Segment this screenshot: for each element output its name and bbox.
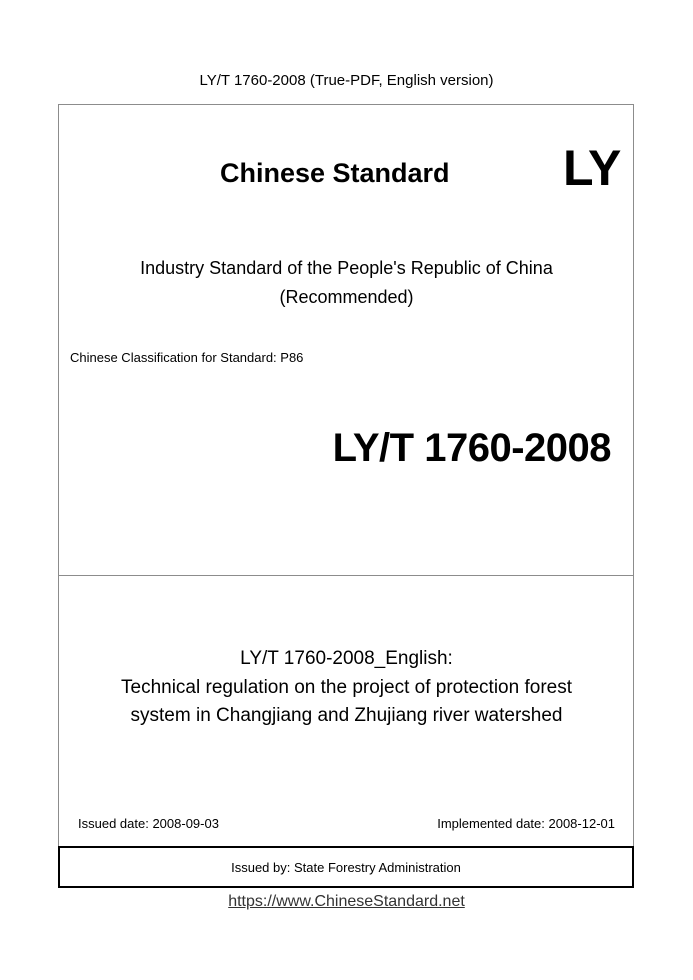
page-header: LY/T 1760-2008 (True-PDF, English version) <box>199 72 494 89</box>
classification-label: Chinese Classification for Standard: P86 <box>70 350 304 365</box>
document-title-code: LY/T 1760-2008_English: <box>240 648 453 669</box>
issued-date: Issued date: 2008-09-03 <box>78 816 219 831</box>
standard-heading: Chinese Standard <box>220 158 450 188</box>
document-title-line-2: Technical regulation on the project of protection forest <box>121 677 572 698</box>
industry-standard-line: Industry Standard of the People's Republic of China <box>140 258 553 278</box>
standard-number: LY/T 1760-2008 <box>332 426 611 470</box>
standard-code-badge: LY <box>563 140 621 196</box>
implemented-date: Implemented date: 2008-12-01 <box>437 816 615 831</box>
document-title-line-3: system in Changjiang and Zhujiang river watershed <box>130 705 563 726</box>
issued-by-text: Issued by: State Forestry Administration <box>231 859 461 875</box>
issued-by-box <box>58 846 634 888</box>
website-link[interactable]: https://www.ChineseStandard.net <box>228 893 465 910</box>
recommended-label: (Recommended) <box>279 287 414 307</box>
